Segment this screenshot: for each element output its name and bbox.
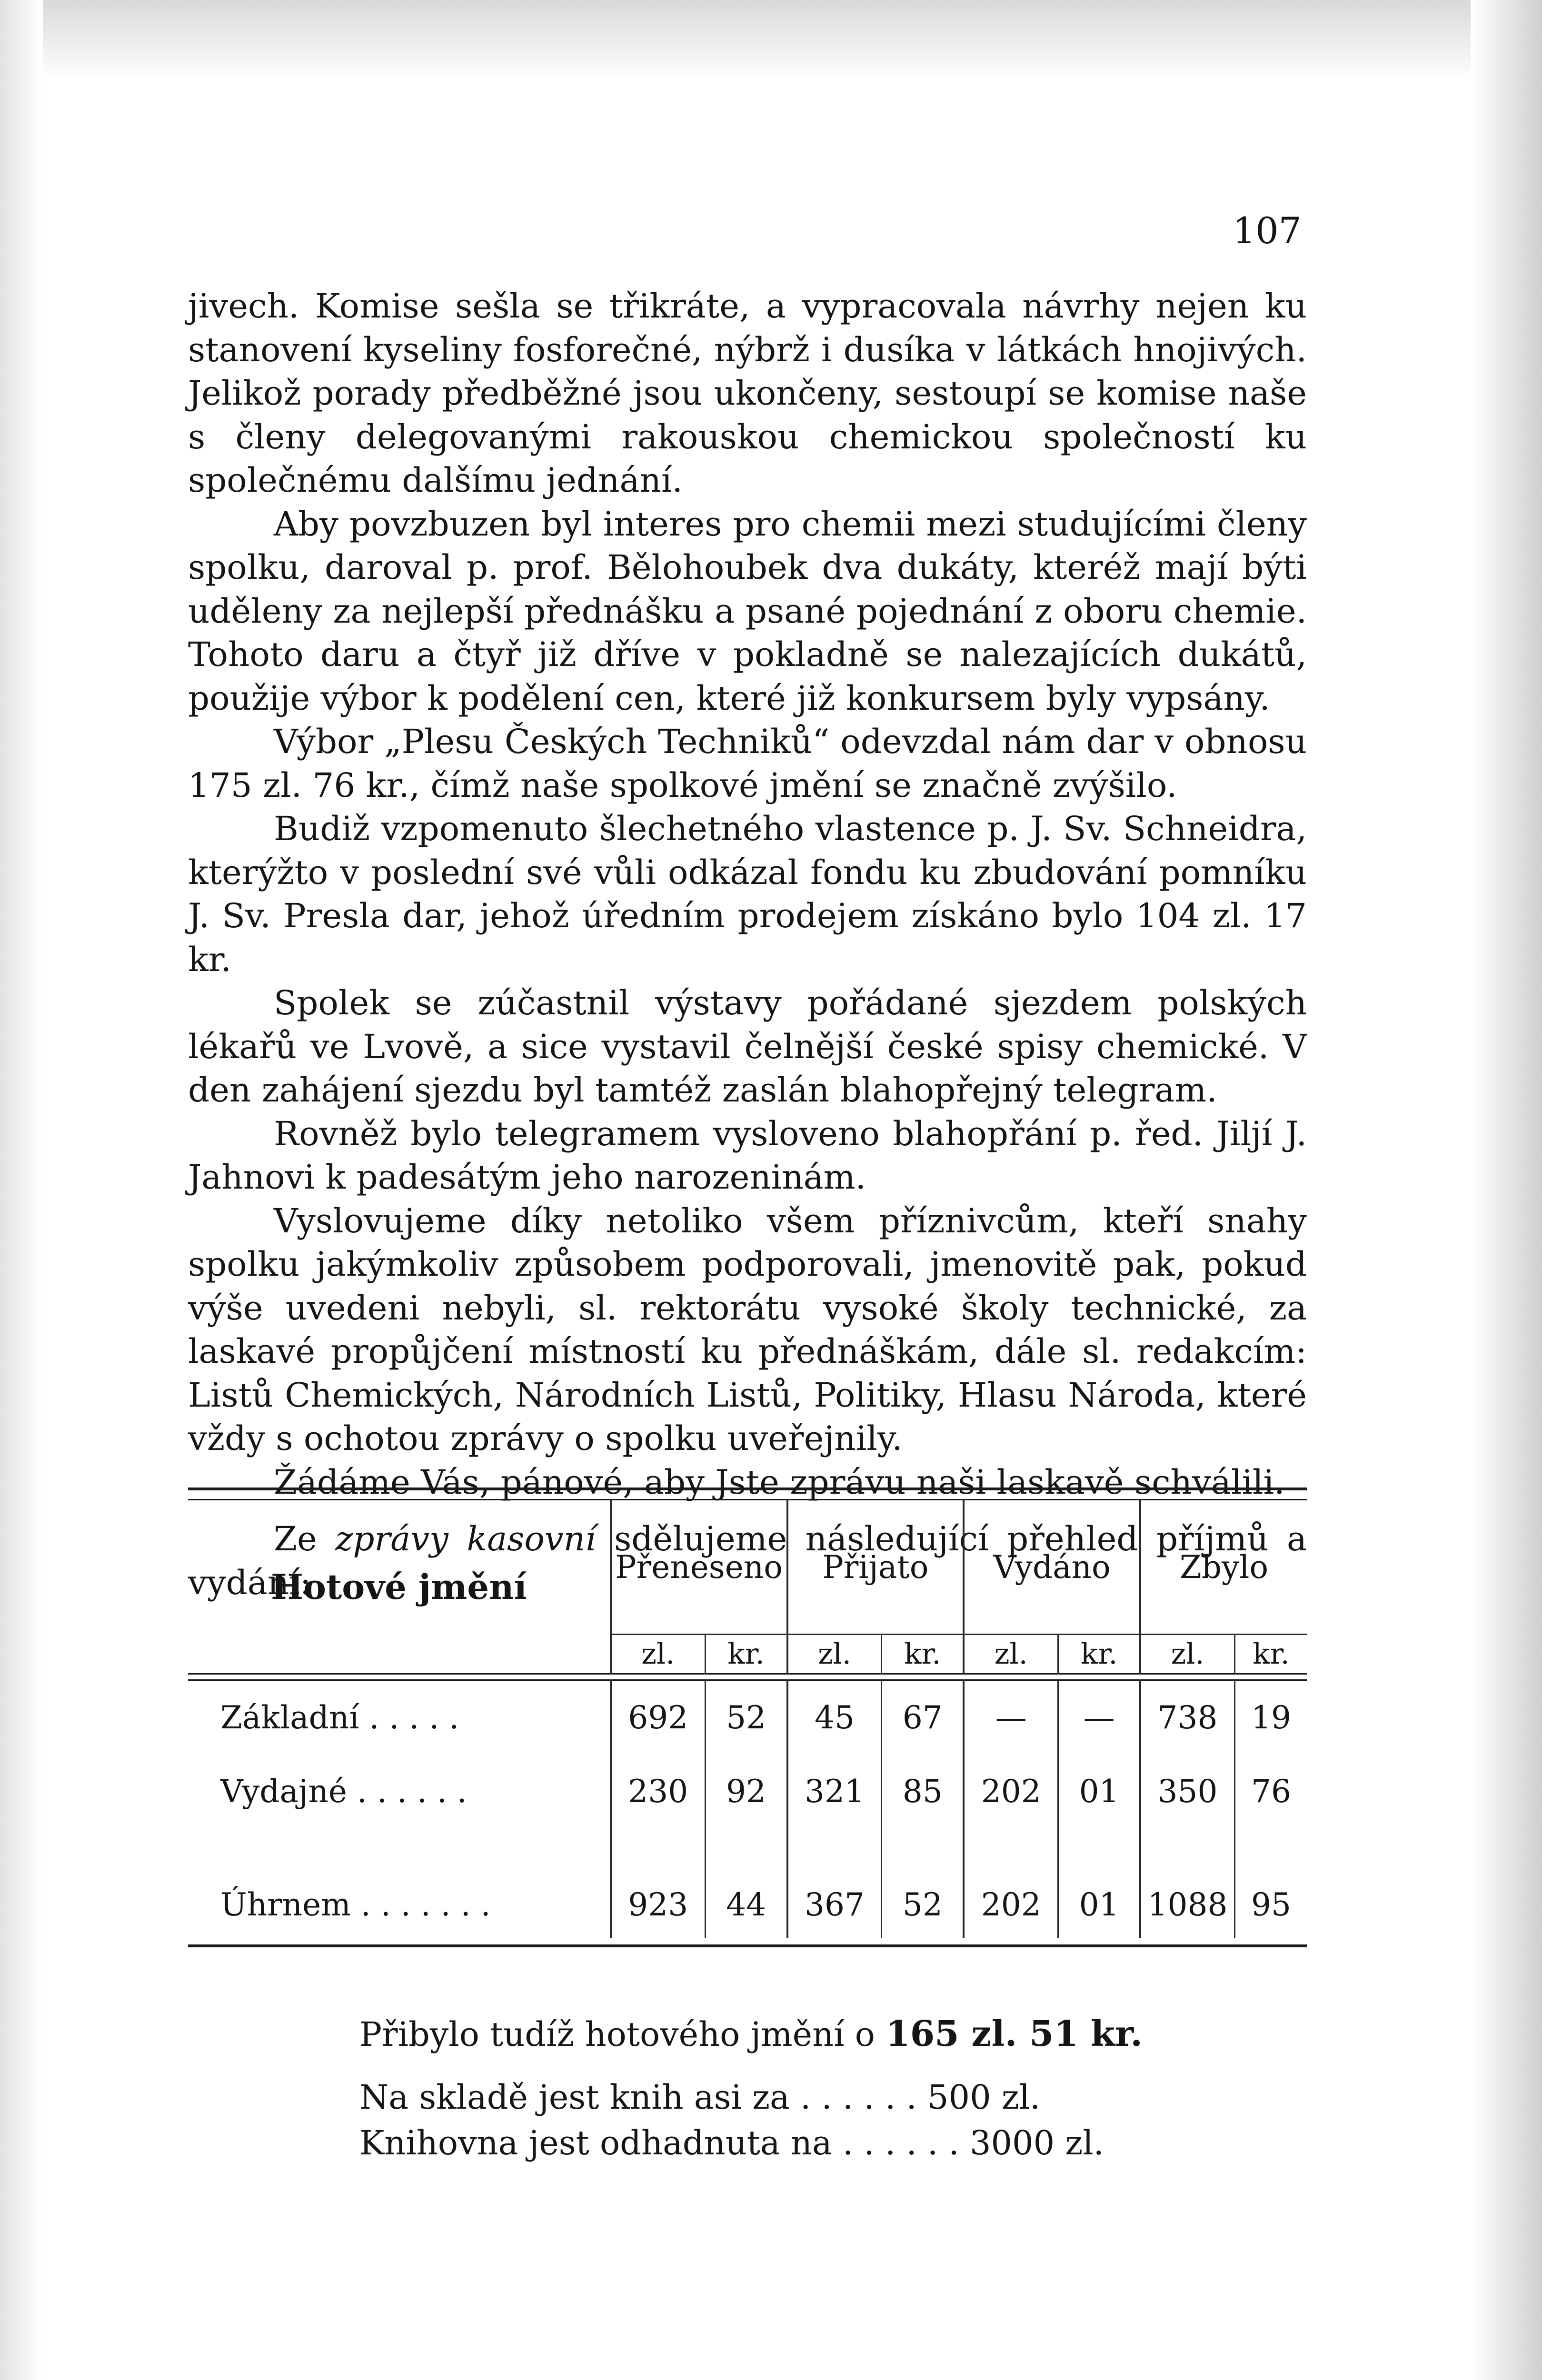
paragraph: Spolek se zúčastnil výstavy pořádané sjezdem polských lékařů ve Lvově, a sice vystavil čelnější české spisy chemické. V den zahájení sjezdu byl tamtéž zaslán blahopřejný telegram.	[188, 983, 1307, 1110]
table-spacer-row	[188, 1828, 1307, 1871]
cell: 92	[705, 1755, 787, 1828]
cell: 350	[1140, 1755, 1234, 1828]
table-bottom-rule	[188, 1938, 1307, 1946]
row-label: Základní . . . . .	[220, 1699, 459, 1736]
cell: 321	[787, 1755, 882, 1828]
paragraph: Výbor „Plesu Českých Techniků“ odevzdal nám dar v obnosu 175 zl. 76 kr., čímž naše spolkové jmění se značně zvýšilo.	[188, 722, 1307, 805]
paragraph: Budiž vzpomenuto šlechetného vlastence p. J. Sv. Schneidra, kterýžto v poslední své vůli odkázal fondu ku zbudování pomníku J. Sv. Presla dar, jehož úředním prodejem získáno bylo 104 zl. 17 kr.	[188, 809, 1307, 979]
cell: 230	[611, 1755, 705, 1828]
table-row	[188, 1755, 1307, 1828]
cell: 202	[964, 1755, 1058, 1828]
paragraph: Vyslovujeme díky netoliko všem příznivcům, kteří snahy spolku jakýmkoliv způsobem podporovali, jmenovitě pak, pokud výše uvedeni nebyli, sl. rektorátu vysoké školy technické, za laskavé propůjčení místností ku přednáškám, dále sl. redakcím: Listů Chemických, Národních Listů, Politiky, Hlasu Národa, které vždy s ochotou zprávy o spolku uveřejnily.	[188, 1201, 1307, 1458]
cell: 01	[1058, 1755, 1140, 1828]
gain-value: 165 zl. 51 kr.	[885, 2013, 1143, 2054]
unit-header: zl.	[964, 1635, 1058, 1674]
cell: 45	[787, 1680, 882, 1755]
page-number: 107	[1232, 209, 1302, 252]
stock-line: Na skladě jest knih asi za . . . . . . 500 zl.	[359, 2078, 1041, 2117]
cell: —	[964, 1680, 1058, 1755]
cell: 692	[611, 1680, 705, 1755]
unit-header: zl.	[611, 1635, 705, 1674]
table-row	[188, 1680, 1307, 1755]
paragraph: Žádáme Vás, pánové, aby Jste zprávu naši laskavě schválili.	[274, 1462, 1285, 1502]
cell: 44	[705, 1871, 787, 1938]
cell: 01	[1058, 1871, 1140, 1938]
cell: 67	[882, 1680, 964, 1755]
paragraph: Rovněž bylo telegramem vysloveno blahopřání p. řed. Jiljí J. Jahnovi k padesátým jeho narozeninám.	[188, 1114, 1307, 1197]
unit-header: kr.	[1058, 1635, 1140, 1674]
cell: —	[1058, 1680, 1140, 1755]
unit-header: kr.	[882, 1635, 964, 1674]
cell: 202	[964, 1871, 1058, 1938]
row-header: Hotové jmění	[270, 1567, 527, 1607]
column-header: Přijato	[787, 1500, 964, 1635]
column-header: Zbylo	[1140, 1500, 1307, 1635]
ledger-table	[188, 1488, 1307, 1947]
scan-edge-top	[0, 0, 1542, 81]
column-header: Přeneseno	[611, 1500, 787, 1635]
cell: 367	[787, 1871, 882, 1938]
table-total-row	[188, 1871, 1307, 1938]
cell: 52	[705, 1680, 787, 1755]
gain-prefix: Přibylo tudíž hotového jmění o	[359, 2015, 886, 2054]
cell: 95	[1235, 1871, 1307, 1938]
cell: 738	[1140, 1680, 1234, 1755]
cell: 52	[882, 1871, 964, 1938]
gain-line	[359, 2011, 1143, 2057]
scan-edge-left	[0, 0, 43, 2380]
report-intro-after: sdělujeme následující přehled příjmů a vydání:	[188, 1519, 1307, 1602]
report-intro-before: Ze	[274, 1519, 336, 1558]
row-label: Vydajné . . . . . .	[220, 1773, 467, 1810]
cell: 85	[882, 1755, 964, 1828]
row-label: Úhrnem . . . . . . .	[220, 1886, 491, 1923]
cell: 1088	[1140, 1871, 1234, 1938]
table-top-rule	[188, 1489, 1307, 1500]
column-header: Vydáno	[964, 1500, 1140, 1635]
paragraph: Aby povzbuzen byl interes pro chemii mezi studujícími členy spolku, daroval p. prof. Bělohoubek dva dukáty, kteréž mají býti uděleny za nejlepší přednášku a psané pojednání z oboru chemie. Tohoto daru a čtyř již dříve v pokladně se nalezajících dukátů, použije výbor k podělení cen, které již konkursem byly vypsány.	[188, 504, 1307, 718]
paragraph: jivech. Komise sešla se třikráte, a vypracovala návrhy nejen ku stanovení kyseliny fosforečné, nýbrž i dusíka v látkách hnojivých. Jelikož porady předběžné jsou ukončeny, sestoupí se komise naše s členy delegovanými rakouskou chemickou společností ku společnému dalšímu jednání.	[188, 287, 1307, 500]
cell: 76	[1235, 1755, 1307, 1828]
cash-report-table	[188, 1488, 1307, 1947]
scan-edge-right	[1471, 0, 1542, 2380]
unit-header: zl.	[1140, 1635, 1234, 1674]
table-header-rule	[188, 1674, 1307, 1680]
cell: 923	[611, 1871, 705, 1938]
summary-block	[359, 2011, 1143, 2166]
unit-header: kr.	[1235, 1635, 1307, 1674]
library-line: Knihovna jest odhadnuta na . . . . . . 3000 zl.	[359, 2123, 1104, 2162]
cell: 19	[1235, 1680, 1307, 1755]
report-body	[188, 285, 1307, 1605]
unit-header: zl.	[787, 1635, 882, 1674]
report-intro-emphasis: zprávy kasovní	[335, 1519, 596, 1558]
unit-header: kr.	[705, 1635, 787, 1674]
